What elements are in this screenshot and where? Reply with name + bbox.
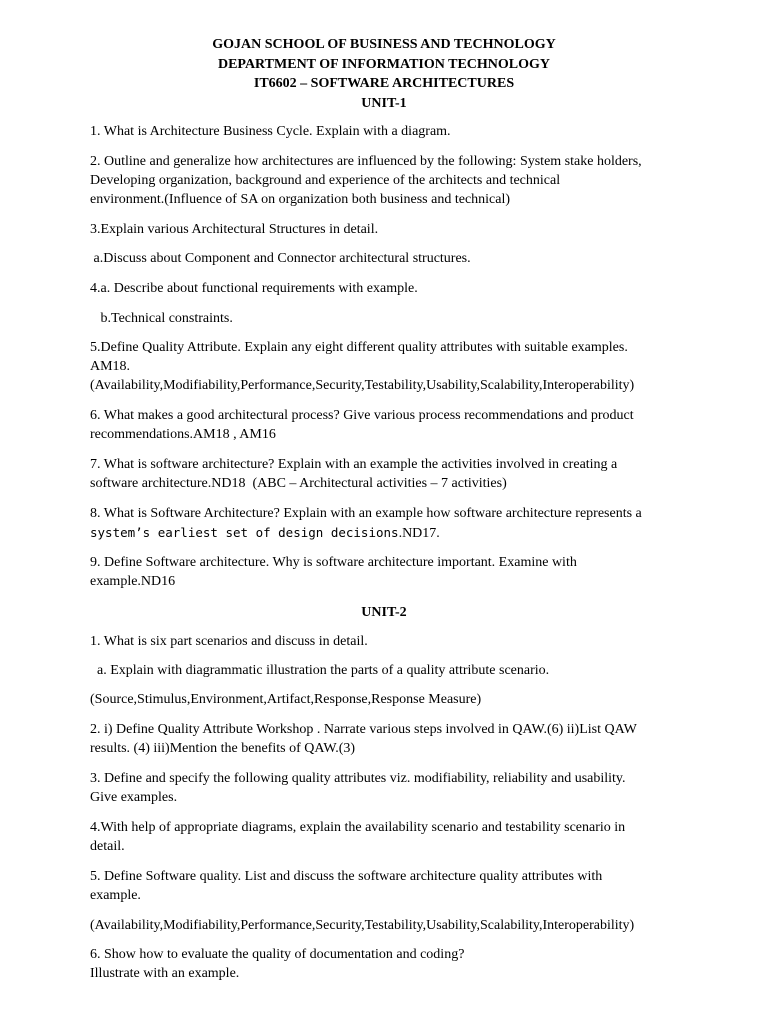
question-line: 5. Define Software quality. List and discuss the software architecture quality attributes with	[90, 869, 603, 884]
question-line: results. (4) iii)Mention the benefits of QAW.(3)	[90, 741, 356, 756]
unit1-q4b: b.Technical constraints.	[90, 311, 233, 326]
unit2-q5	[90, 867, 690, 905]
question-line: example.ND16	[90, 574, 176, 589]
unit1-heading: UNIT-1	[361, 96, 407, 111]
unit2-q3	[90, 769, 690, 807]
unit1-q3: 3.Explain various Architectural Structures in detail.	[90, 222, 379, 237]
question-line: example.	[90, 888, 141, 903]
unit1-q1: 1. What is Architecture Business Cycle. Explain with a diagram.	[90, 124, 451, 139]
unit2-q1: 1. What is six part scenarios and discuss in detail.	[90, 634, 368, 649]
unit1-q4a: 4.a. Describe about functional requirements with example.	[90, 281, 418, 296]
question-line: Illustrate with an example.	[90, 966, 240, 981]
question-line: 4.With help of appropriate diagrams, explain the availability scenario and testability scenario in	[90, 820, 626, 835]
unit1-q3a: a.Discuss about Component and Connector architectural structures.	[90, 251, 471, 266]
question-line: 2. i) Define Quality Attribute Workshop . Narrate various steps involved in QAW.(6) ii)List QAW	[90, 722, 637, 737]
unit2-q5-attributes: (Availability,Modifiability,Performance,Security,Testability,Usability,Scalability,Interoperability)	[90, 918, 635, 933]
question-line: 8. What is Software Architecture? Explain with an example how software architecture represents a	[90, 506, 642, 521]
department-name: DEPARTMENT OF INFORMATION TECHNOLOGY	[217, 57, 551, 72]
unit1-q6	[90, 406, 690, 444]
unit1-q9	[90, 553, 690, 591]
unit2-q2	[90, 720, 690, 758]
question-line: detail.	[90, 839, 125, 854]
unit2-heading: UNIT-2	[361, 605, 407, 620]
unit2-q6	[90, 945, 690, 983]
question-line: 9. Define Software architecture. Why is software architecture important. Examine with	[90, 555, 577, 570]
unit2-q1b: (Source,Stimulus,Environment,Artifact,Response,Response Measure)	[90, 692, 482, 707]
quoted-phrase: system’s earliest set of design decisions	[90, 525, 399, 540]
unit2-q1a: a. Explain with diagrammatic illustration the parts of a quality attribute scenario.	[90, 663, 550, 678]
question-line: software architecture.ND18 (ABC – Architectural activities – 7 activities)	[90, 476, 507, 491]
question-line: 6. What makes a good architectural process? Give various process recommendations and product	[90, 408, 634, 423]
question-line: 2. Outline and generalize how architectures are influenced by the following: System stake holders,	[90, 154, 642, 169]
reference-code: .ND17.	[398, 526, 440, 541]
unit1-q7	[90, 455, 690, 493]
question-line: 7. What is software architecture? Explain with an example the activities involved in creating a	[90, 457, 618, 472]
question-line: Give examples.	[90, 790, 178, 805]
question-line: 6. Show how to evaluate the quality of documentation and coding?	[90, 947, 465, 962]
unit1-q5	[90, 338, 690, 395]
question-line: AM18.	[90, 359, 131, 374]
unit2-q4	[90, 818, 690, 856]
course-title: IT6602 – SOFTWARE ARCHITECTURES	[253, 76, 515, 91]
question-line: Developing organization, background and experience of the architects and technical	[90, 173, 561, 188]
question-line: 3. Define and specify the following quality attributes viz. modifiability, reliability and usability.	[90, 771, 626, 786]
question-line: environment.(Influence of SA on organization both business and technical)	[90, 192, 511, 207]
question-line: recommendations.AM18 , AM16	[90, 427, 276, 442]
school-name: GOJAN SCHOOL OF BUSINESS AND TECHNOLOGY	[212, 37, 556, 52]
question-line	[90, 523, 690, 543]
question-line: (Availability,Modifiability,Performance,Security,Testability,Usability,Scalability,Interoperability)	[90, 378, 635, 393]
question-line: 5.Define Quality Attribute. Explain any eight different quality attributes with suitable examples.	[90, 340, 628, 355]
unit1-q8	[90, 504, 690, 543]
unit1-q2	[90, 152, 690, 209]
